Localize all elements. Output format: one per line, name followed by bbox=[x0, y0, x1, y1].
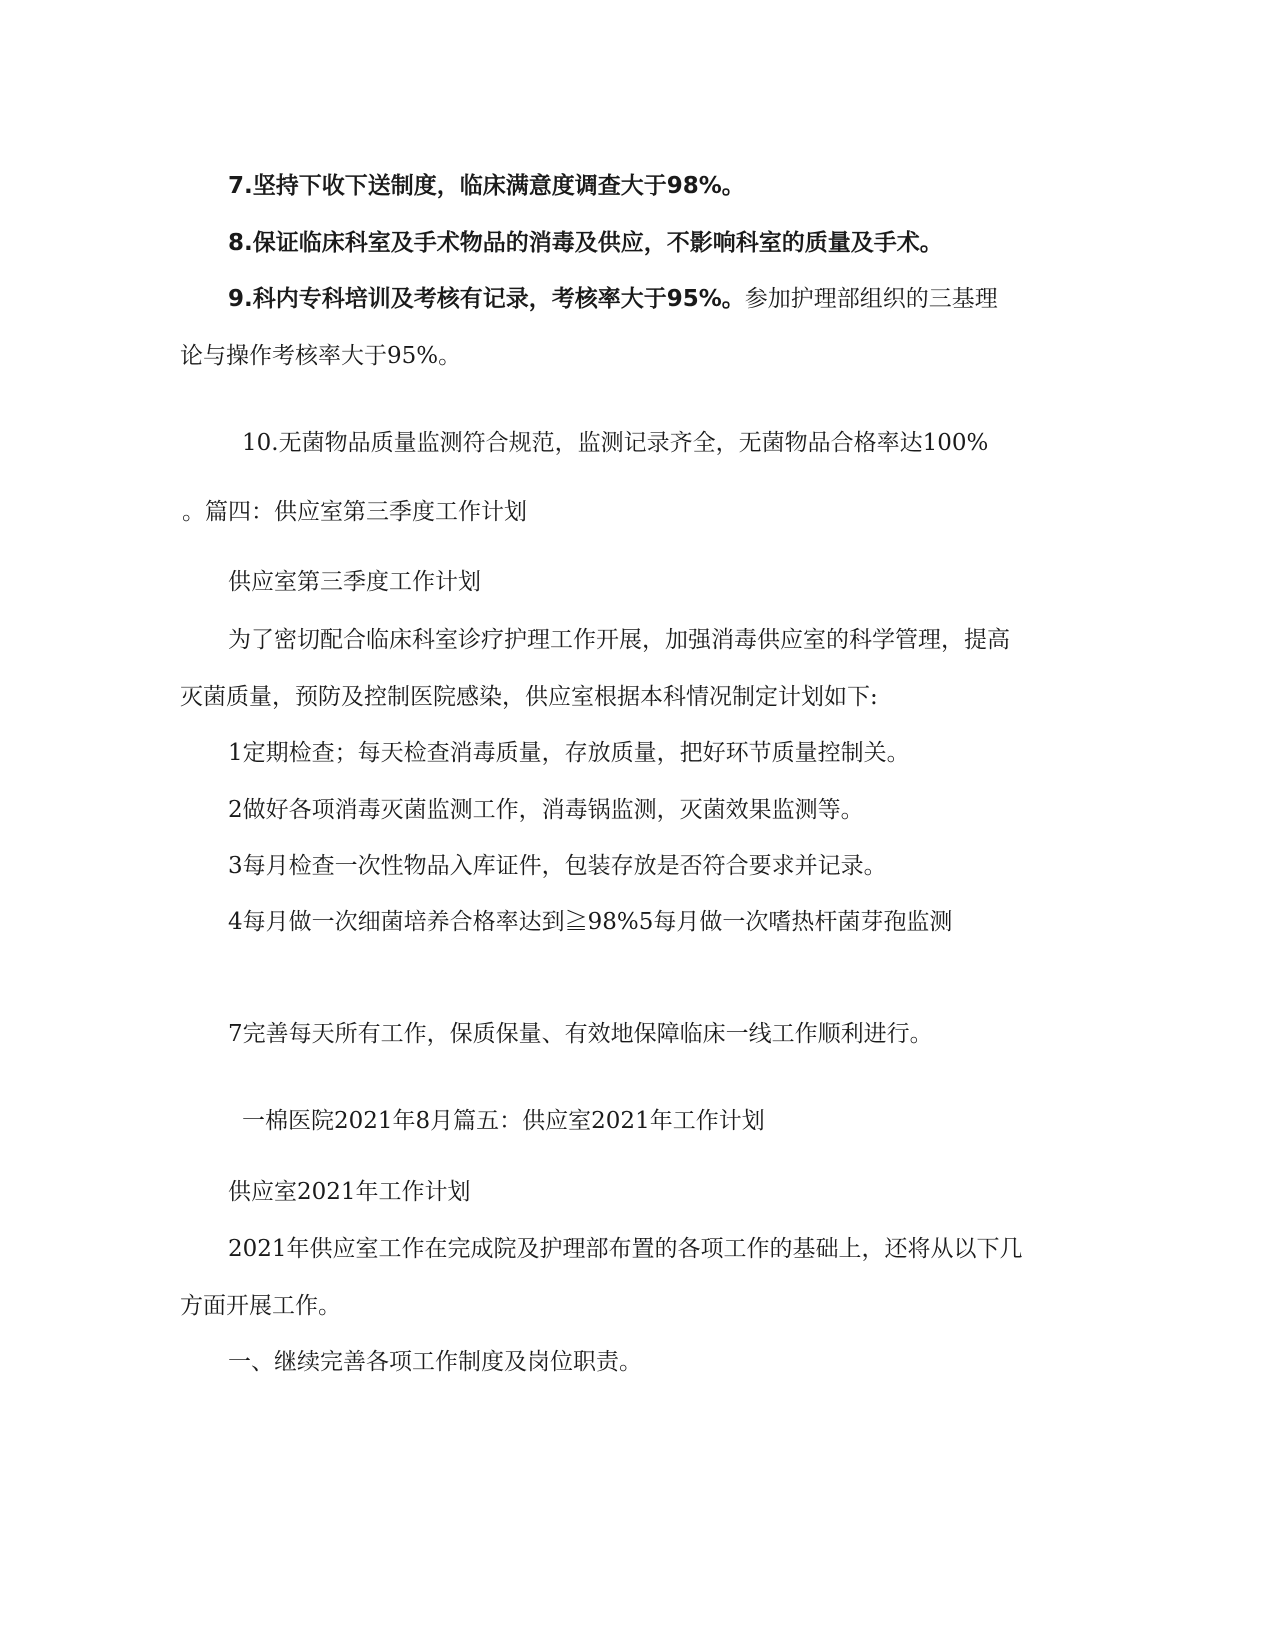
plan-item-2: 2做好各项消毒灭菌监测工作，消毒锅监测，灭菌效果监测等。 bbox=[228, 797, 864, 823]
section-5-title: 供应室2021年工作计划 bbox=[228, 1179, 471, 1205]
section-5-point-1: 一、继续完善各项工作制度及岗位职责。 bbox=[228, 1349, 642, 1375]
item-7: 7.坚持下收下送制度，临床满意度调查大于98%。 bbox=[228, 173, 745, 199]
plan-item-1: 1定期检查；每天检查消毒质量，存放质量，把好环节质量控制关。 bbox=[228, 740, 910, 766]
section-5-heading: 一棉医院2021年8月篇五：供应室2021年工作计划 bbox=[242, 1108, 765, 1134]
item-9 bbox=[228, 284, 998, 314]
section-4-title: 供应室第三季度工作计划 bbox=[228, 569, 481, 595]
section-5-intro-line-1: 2021年供应室工作在完成院及护理部布置的各项工作的基础上，还将从以下几 bbox=[228, 1236, 1023, 1262]
section-4-intro-line-2: 灭菌质量，预防及控制医院感染，供应室根据本科情况制定计划如下: bbox=[180, 684, 878, 710]
plan-item-4: 4每月做一次细菌培养合格率达到≧98%5每月做一次嗜热杆菌芽孢监测 bbox=[228, 909, 953, 935]
plan-item-3: 3每月检查一次性物品入库证件，包装存放是否符合要求并记录。 bbox=[228, 853, 887, 879]
item-9-normal: 参加护理部组织的三基理 bbox=[744, 286, 998, 312]
item-10: 10.无菌物品质量监测符合规范，监测记录齐全，无菌物品合格率达100% bbox=[242, 430, 989, 456]
item-9-continuation: 论与操作考核率大于95%。 bbox=[180, 343, 462, 369]
section-5-intro-line-2: 方面开展工作。 bbox=[180, 1293, 341, 1319]
plan-item-7: 7完善每天所有工作，保质保量、有效地保障临床一线工作顺利进行。 bbox=[228, 1021, 933, 1047]
item-9-bold: 9.科内专科培训及考核有记录，考核率大于95%。 bbox=[228, 286, 745, 312]
section-4-heading: 。篇四：供应室第三季度工作计划 bbox=[182, 499, 527, 525]
section-4-intro-line-1: 为了密切配合临床科室诊疗护理工作开展，加强消毒供应室的科学管理，提高 bbox=[228, 627, 1010, 653]
item-8: 8.保证临床科室及手术物品的消毒及供应，不影响科室的质量及手术。 bbox=[228, 230, 943, 256]
